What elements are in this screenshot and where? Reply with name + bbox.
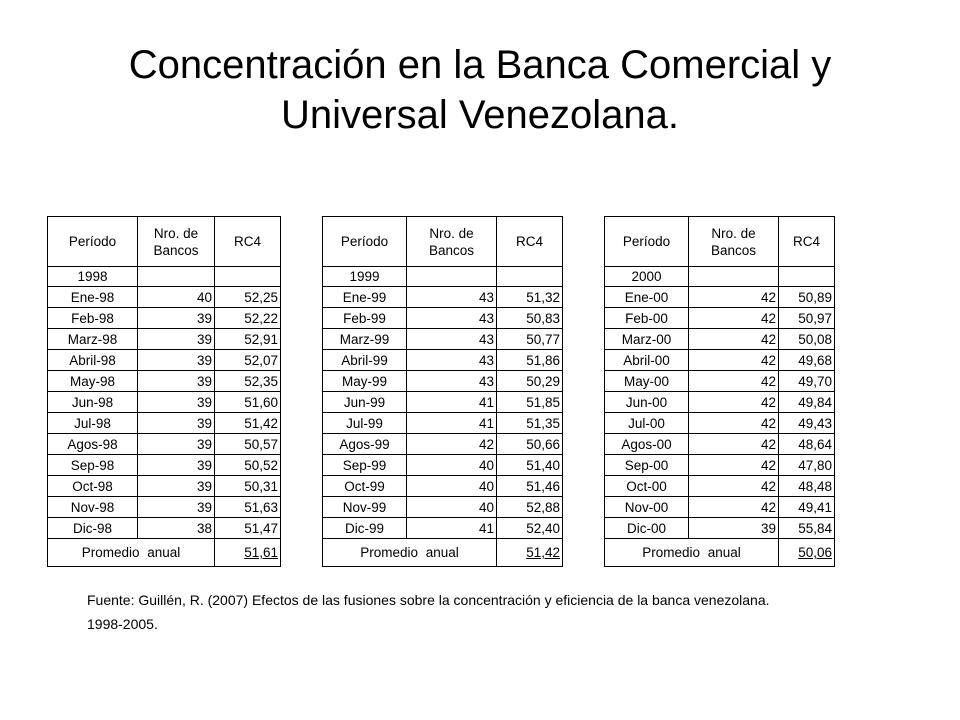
period-cell: Abril-00	[605, 350, 689, 371]
column-gap	[281, 308, 323, 329]
empty-cell	[689, 267, 779, 287]
concentration-table	[47, 216, 835, 567]
column-gap	[563, 497, 605, 518]
header-rc4: RC4	[215, 217, 281, 267]
period-cell: Feb-99	[323, 308, 407, 329]
empty-cell	[138, 267, 215, 287]
empty-cell	[779, 267, 835, 287]
column-gap	[563, 518, 605, 539]
banks-cell: 39	[138, 371, 215, 392]
rc4-cell: 51,85	[497, 392, 563, 413]
source-note: Fuente: Guillén, R. (2007) Efectos de las fusiones sobre la concentración y eficiencia de la banca venezolana. 1998-2005.	[87, 592, 770, 632]
average-label: Promedio anual	[605, 539, 779, 567]
column-gap	[281, 371, 323, 392]
column-gap	[563, 371, 605, 392]
page-title: Concentración en la Banca Comercial y Universal Venezolana.	[128, 43, 832, 137]
table-row	[48, 392, 835, 413]
average-value: 50,06	[779, 539, 835, 567]
column-gap	[563, 413, 605, 434]
period-cell: Feb-98	[48, 308, 138, 329]
rc4-cell: 50,66	[497, 434, 563, 455]
table-row	[48, 287, 835, 308]
column-gap	[281, 329, 323, 350]
rc4-cell: 51,32	[497, 287, 563, 308]
rc4-cell: 49,68	[779, 350, 835, 371]
column-gap	[563, 350, 605, 371]
rc4-cell: 51,42	[215, 413, 281, 434]
rc4-cell: 52,91	[215, 329, 281, 350]
rc4-cell: 51,63	[215, 497, 281, 518]
period-cell: Ene-00	[605, 287, 689, 308]
rc4-cell: 50,52	[215, 455, 281, 476]
rc4-cell: 49,43	[779, 413, 835, 434]
concentration-table-wrapper	[47, 216, 835, 567]
empty-cell	[407, 267, 497, 287]
banks-cell: 42	[407, 434, 497, 455]
table-row	[48, 308, 835, 329]
banks-cell: 39	[138, 392, 215, 413]
banks-cell: 38	[138, 518, 215, 539]
rc4-cell: 49,41	[779, 497, 835, 518]
rc4-cell: 50,57	[215, 434, 281, 455]
table-row	[48, 476, 835, 497]
banks-cell: 39	[138, 434, 215, 455]
header-period: Período	[323, 217, 407, 267]
banks-cell: 39	[138, 413, 215, 434]
period-cell: Agos-00	[605, 434, 689, 455]
period-cell: Sep-00	[605, 455, 689, 476]
period-cell: Feb-00	[605, 308, 689, 329]
banks-cell: 42	[689, 392, 779, 413]
average-value: 51,42	[497, 539, 563, 567]
banks-cell: 41	[407, 518, 497, 539]
column-gap	[281, 350, 323, 371]
period-cell: Ene-99	[323, 287, 407, 308]
rc4-cell: 50,83	[497, 308, 563, 329]
column-gap	[281, 267, 323, 287]
column-gap	[281, 413, 323, 434]
rc4-cell: 47,80	[779, 455, 835, 476]
period-cell: Jul-99	[323, 413, 407, 434]
column-gap	[281, 497, 323, 518]
period-cell: May-99	[323, 371, 407, 392]
banks-cell: 42	[689, 287, 779, 308]
column-gap	[563, 308, 605, 329]
period-cell: Dic-00	[605, 518, 689, 539]
period-cell: Jun-98	[48, 392, 138, 413]
period-cell: Nov-00	[605, 497, 689, 518]
banks-cell: 42	[689, 308, 779, 329]
average-value: 51,61	[215, 539, 281, 567]
banks-cell: 43	[407, 371, 497, 392]
header-banks: Nro. de Bancos	[407, 217, 497, 267]
period-cell: Jun-99	[323, 392, 407, 413]
period-cell: Marz-98	[48, 329, 138, 350]
period-cell: Dic-98	[48, 518, 138, 539]
column-gap	[563, 539, 605, 567]
banks-cell: 39	[138, 497, 215, 518]
banks-cell: 42	[689, 371, 779, 392]
period-cell: Jul-98	[48, 413, 138, 434]
rc4-cell: 52,25	[215, 287, 281, 308]
column-gap	[563, 392, 605, 413]
table-row	[48, 434, 835, 455]
column-gap	[281, 217, 323, 267]
banks-cell: 43	[407, 350, 497, 371]
period-cell: Agos-98	[48, 434, 138, 455]
average-label: Promedio anual	[48, 539, 215, 567]
rc4-cell: 52,35	[215, 371, 281, 392]
banks-cell: 43	[407, 287, 497, 308]
header-banks: Nro. de Bancos	[689, 217, 779, 267]
period-cell: Abril-98	[48, 350, 138, 371]
rc4-cell: 55,84	[779, 518, 835, 539]
column-gap	[563, 267, 605, 287]
banks-cell: 42	[689, 329, 779, 350]
header-period: Período	[48, 217, 138, 267]
rc4-cell: 50,77	[497, 329, 563, 350]
period-cell: Oct-98	[48, 476, 138, 497]
column-gap	[281, 518, 323, 539]
banks-cell: 43	[407, 308, 497, 329]
rc4-cell: 51,60	[215, 392, 281, 413]
rc4-cell: 50,31	[215, 476, 281, 497]
table-row	[48, 455, 835, 476]
rc4-cell: 52,40	[497, 518, 563, 539]
rc4-cell: 51,40	[497, 455, 563, 476]
column-gap	[281, 287, 323, 308]
banks-cell: 41	[407, 392, 497, 413]
banks-cell: 40	[138, 287, 215, 308]
table-row	[48, 350, 835, 371]
rc4-cell: 50,89	[779, 287, 835, 308]
period-cell: Jul-00	[605, 413, 689, 434]
banks-cell: 42	[689, 350, 779, 371]
period-cell: Marz-99	[323, 329, 407, 350]
year-row	[48, 267, 835, 287]
header-row	[48, 217, 835, 267]
column-gap	[563, 287, 605, 308]
column-gap	[281, 476, 323, 497]
column-gap	[281, 539, 323, 567]
period-cell: Sep-98	[48, 455, 138, 476]
column-gap	[563, 476, 605, 497]
rc4-cell: 51,35	[497, 413, 563, 434]
rc4-cell: 51,47	[215, 518, 281, 539]
period-cell: Jun-00	[605, 392, 689, 413]
banks-cell: 42	[689, 497, 779, 518]
period-cell: Marz-00	[605, 329, 689, 350]
banks-cell: 39	[138, 329, 215, 350]
column-gap	[563, 217, 605, 267]
banks-cell: 42	[689, 434, 779, 455]
column-gap	[563, 434, 605, 455]
banks-cell: 39	[138, 308, 215, 329]
year-label: 2000	[605, 267, 689, 287]
banks-cell: 39	[689, 518, 779, 539]
average-label: Promedio anual	[323, 539, 497, 567]
column-gap	[563, 329, 605, 350]
average-row	[48, 539, 835, 567]
period-cell: Agos-99	[323, 434, 407, 455]
rc4-cell: 48,64	[779, 434, 835, 455]
table-row	[48, 518, 835, 539]
empty-cell	[497, 267, 563, 287]
rc4-cell: 52,07	[215, 350, 281, 371]
rc4-cell: 51,46	[497, 476, 563, 497]
period-cell: Dic-99	[323, 518, 407, 539]
rc4-cell: 48,48	[779, 476, 835, 497]
period-cell: Ene-98	[48, 287, 138, 308]
banks-cell: 42	[689, 476, 779, 497]
year-label: 1998	[48, 267, 138, 287]
empty-cell	[215, 267, 281, 287]
rc4-cell: 49,84	[779, 392, 835, 413]
column-gap	[281, 455, 323, 476]
column-gap	[563, 455, 605, 476]
banks-cell: 42	[689, 455, 779, 476]
column-gap	[281, 392, 323, 413]
year-label: 1999	[323, 267, 407, 287]
banks-cell: 40	[407, 476, 497, 497]
banks-cell: 40	[407, 455, 497, 476]
rc4-cell: 50,97	[779, 308, 835, 329]
header-period: Período	[605, 217, 689, 267]
banks-cell: 40	[407, 497, 497, 518]
rc4-cell: 49,70	[779, 371, 835, 392]
rc4-cell: 52,88	[497, 497, 563, 518]
column-gap	[281, 434, 323, 455]
banks-cell: 41	[407, 413, 497, 434]
rc4-cell: 50,29	[497, 371, 563, 392]
banks-cell: 39	[138, 455, 215, 476]
table-row	[48, 413, 835, 434]
banks-cell: 39	[138, 350, 215, 371]
table-row	[48, 371, 835, 392]
rc4-cell: 50,08	[779, 329, 835, 350]
period-cell: Oct-99	[323, 476, 407, 497]
period-cell: Sep-99	[323, 455, 407, 476]
header-banks: Nro. de Bancos	[138, 217, 215, 267]
table-row	[48, 497, 835, 518]
period-cell: Oct-00	[605, 476, 689, 497]
period-cell: Nov-98	[48, 497, 138, 518]
rc4-cell: 51,86	[497, 350, 563, 371]
header-rc4: RC4	[779, 217, 835, 267]
banks-cell: 42	[689, 413, 779, 434]
period-cell: May-98	[48, 371, 138, 392]
rc4-cell: 52,22	[215, 308, 281, 329]
period-cell: Nov-99	[323, 497, 407, 518]
period-cell: Abril-99	[323, 350, 407, 371]
header-rc4: RC4	[497, 217, 563, 267]
banks-cell: 39	[138, 476, 215, 497]
period-cell: May-00	[605, 371, 689, 392]
banks-cell: 43	[407, 329, 497, 350]
table-row	[48, 329, 835, 350]
